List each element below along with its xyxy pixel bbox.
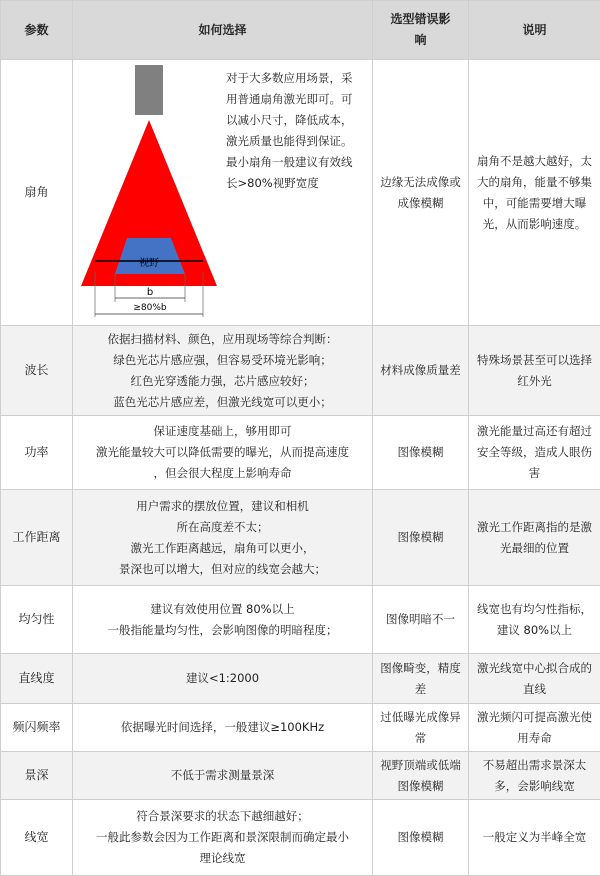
text-line: 蓝色光芯片感应差，但激光线宽可以更小； [77,392,368,413]
text-line: 一般指能量均匀性，会影响图像的明暗程度； [77,620,368,641]
text-line: 保证速度基础上，够用即可 [77,421,368,442]
table-row [1,752,600,800]
effect-cell: 图像畸变，精度差 [373,654,469,704]
effect-cell: 边缘无法成像或成像模糊 [373,60,469,326]
text-line: 所在高度差不太； [77,517,368,538]
text-line: 激光能量较大可以降低需要的曝光，从而提高速度 [77,442,368,463]
param-cell: 频闪频率 [1,704,73,752]
fov-label: 视野 [139,257,159,269]
table-row [1,416,600,490]
param-cell: 均匀性 [1,586,73,654]
select-cell [73,416,373,490]
text-line: 以减小尺寸，降低成本， [226,110,366,131]
text-line: 用户需求的摆放位置，建议和相机 [77,496,368,517]
effect-cell: 视野顶端或低端图像模糊 [373,752,469,800]
effect-cell: 图像模糊 [373,490,469,586]
select-cell [73,654,373,704]
text-line: 依据扫描材料、颜色，应用现场等综合判断： [77,329,368,350]
table-row [1,60,600,326]
select-cell [73,326,373,416]
note-cell: 激光频闪可提高激光使用寿命 [469,704,600,752]
table-row [1,326,600,416]
note-cell: 线宽也有均匀性指标，建议 80%以上 [469,586,600,654]
b-label: b [147,287,153,298]
select-cell [73,752,373,800]
note-cell: 一般定义为半峰全宽 [469,800,600,876]
fan-angle-diagram [77,62,222,324]
param-cell: 直线度 [1,654,73,704]
effect-cell: 图像明暗不一 [373,586,469,654]
param-cell: 波长 [1,326,73,416]
text-line: 建议<1:2000 [77,668,368,689]
text-line: 用普通扇角激光即可。可 [226,89,366,110]
text-line: 最小扇角一般建议有效线 [226,152,366,173]
select-cell [73,60,373,326]
table-row [1,654,600,704]
text-line: 依据曝光时间选择，一般建议≥100KHz [77,717,368,738]
text-line: 理论线宽 [77,848,368,869]
header-effect: 选型错误影响 [373,1,469,60]
param-cell: 工作距离 [1,490,73,586]
select-cell [73,586,373,654]
param-cell: 功率 [1,416,73,490]
header-param: 参数 [1,1,73,60]
text-line: 建议有效使用位置 80%以上 [77,599,368,620]
fan-select-text [222,62,372,194]
text-line: 符合景深要求的状态下越细越好； [77,806,368,827]
table-row [1,704,600,752]
header-select: 如何选择 [73,1,373,60]
text-line: 激光工作距离越远，扇角可以更小， [77,538,368,559]
effect-cell: 图像模糊 [373,416,469,490]
b80-label: ≥80%b [133,303,167,313]
text-line: ，但会很大程度上影响寿命 [77,463,368,484]
text-line: 激光质量也能得到保证。 [226,131,366,152]
text-line: 长>80%视野宽度 [226,173,366,194]
select-cell [73,800,373,876]
text-line: 不低于需求测量景深 [77,765,368,786]
text-line: 景深也可以增大，但对应的线宽会越大； [77,559,368,580]
note-cell: 激光工作距离指的是激光最细的位置 [469,490,600,586]
text-line: 绿色光芯片感应强，但容易受环境光影响； [77,350,368,371]
text-line: 一般此参数会因为工作距离和景深限制而确定最小 [77,827,368,848]
note-cell: 不易超出需求景深太多，会影响线宽 [469,752,600,800]
param-cell: 景深 [1,752,73,800]
header-row [1,1,600,60]
text-line: 红色光穿透能力强，芯片感应较好； [77,371,368,392]
camera-body [135,65,163,115]
header-note: 说明 [469,1,600,60]
note-cell: 激光线宽中心拟合成的直线 [469,654,600,704]
text-line: 对于大多数应用场景，采 [226,68,366,89]
param-cell: 线宽 [1,800,73,876]
table-row [1,490,600,586]
effect-cell: 图像模糊 [373,800,469,876]
effect-cell: 材料成像质量差 [373,326,469,416]
table-row [1,586,600,654]
effect-cell: 过低曝光成像异常 [373,704,469,752]
note-cell: 特殊场景甚至可以选择红外光 [469,326,600,416]
note-cell: 激光能量过高还有超过安全等级，造成人眼伤害 [469,416,600,490]
param-cell: 扇角 [1,60,73,326]
note-cell: 扇角不是越大越好，太大的扇角，能量不够集中，可能需要增大曝光，从而影响速度。 [469,60,600,326]
table-row [1,800,600,876]
select-cell [73,490,373,586]
select-cell [73,704,373,752]
